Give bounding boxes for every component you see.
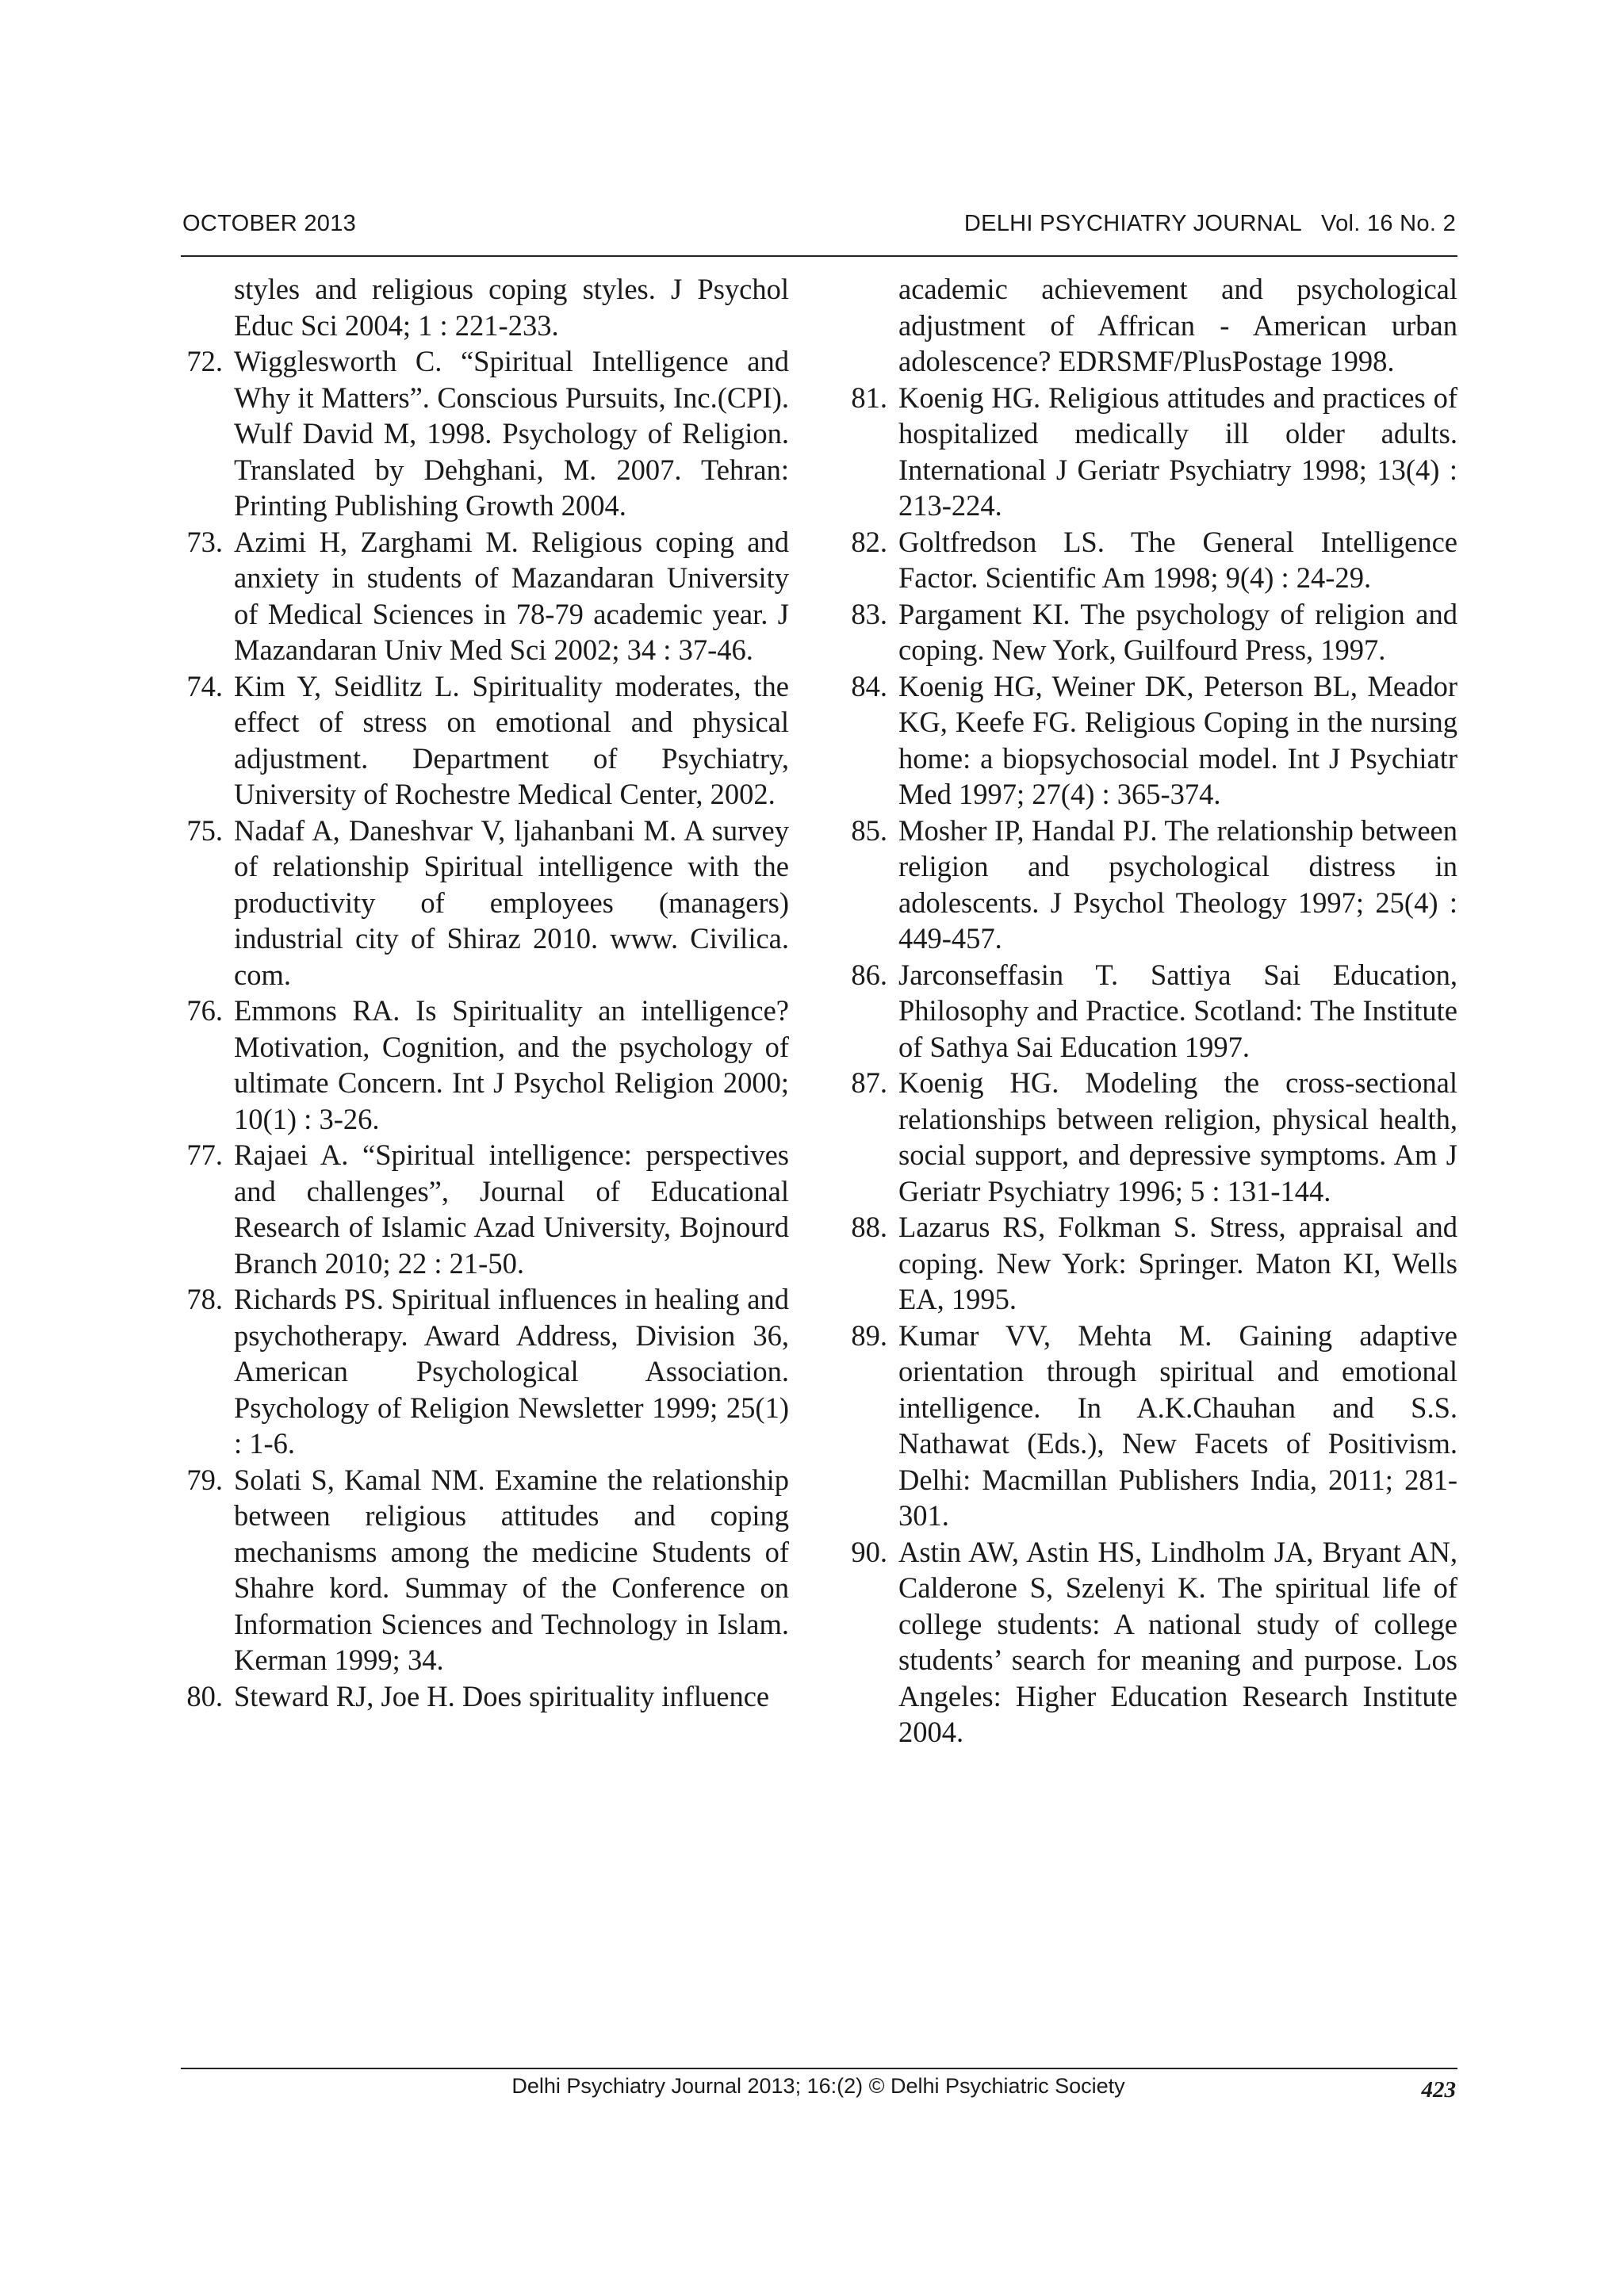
- reference-number: 84.: [851, 669, 887, 702]
- reference-text: Rajaei A. “Spiritual intelligence: perspectives and challenges”, Journal of Educational Research of Islamic Azad University, Bojnourd Branch 2010; 22 : 21-50.: [234, 1138, 789, 1280]
- page-footer: [181, 2074, 1456, 2109]
- references-right-column: [843, 271, 1457, 1751]
- reference-text: Steward RJ, Joe H. Does spirituality influence: [234, 1679, 770, 1712]
- reference-text: Kim Y, Seidlitz L. Spirituality moderates, the effect of stress on emotional and physical adjustment. Department of Psychiatry, University of Rochestre Medical Center, 2002.: [234, 669, 789, 810]
- footer-citation: Delhi Psychiatry Journal 2013; 16:(2) © Delhi Psychiatric Society: [511, 2074, 1125, 2098]
- reference-number: 74.: [186, 669, 223, 702]
- references-left-column: [178, 271, 789, 1714]
- reference-item: [178, 1678, 789, 1715]
- reference-number: 76.: [186, 994, 223, 1027]
- reference-number: 82.: [851, 525, 887, 558]
- reference-text: Azimi H, Zarghami M. Religious coping and anxiety in students of Mazandaran University of Medical Sciences in 78-79 academic year. J Mazandaran Univ Med Sci 2002; 34 : 37-46.: [234, 525, 789, 666]
- reference-number: 78.: [186, 1283, 223, 1315]
- reference-number: 72.: [186, 345, 223, 377]
- reference-item: [843, 813, 1457, 957]
- reference-text: Richards PS. Spiritual influences in healing and psychotherapy. Award Address, Division 36, American Psychological Association. Psychology of Religion Newsletter 1999; 25(1) : 1-6.: [234, 1283, 789, 1460]
- reference-item: [843, 271, 1457, 380]
- reference-item: [178, 993, 789, 1137]
- reference-item: [843, 1534, 1457, 1751]
- reference-number: 86.: [851, 958, 887, 991]
- reference-text: Jarconseffasin T. Sattiya Sai Education, Philosophy and Practice. Scotland: The Institute of Sathya Sai Education 1997.: [898, 958, 1457, 1063]
- reference-number: 83.: [851, 597, 887, 630]
- reference-number: 88.: [851, 1211, 887, 1243]
- reference-item: [843, 1209, 1457, 1318]
- reference-text: Pargament KI. The psychology of religion and coping. New York, Guilfourd Press, 1997.: [898, 597, 1457, 666]
- reference-text: Koenig HG. Religious attitudes and practices of hospitalized medically ill older adults. International J Geriatr Psychiatry 1998; 13(4) : 213-224.: [898, 381, 1457, 522]
- reference-item: [178, 271, 789, 343]
- reference-text: Emmons RA. Is Spirituality an intelligence? Motivation, Cognition, and the psychology of ultimate Concern. Int J Psychol Religion 2000; 10(1) : 3-26.: [234, 994, 789, 1135]
- reference-item: [178, 524, 789, 668]
- reference-text: Koenig HG. Modeling the cross-sectional relationships between religion, physical health, social support, and depressive symptoms. Am J Geriatr Psychiatry 1996; 5 : 131-144.: [898, 1066, 1457, 1207]
- reference-text: Wigglesworth C. “Spiritual Intelligence and Why it Matters”. Conscious Pursuits, Inc.(CPI). Wulf David M, 1998. Psychology of Religion. Translated by Dehghani, M. 2007. Tehran: Printing Publishing Growth 2004.: [234, 345, 789, 522]
- reference-text: Goltfredson LS. The General Intelligence Factor. Scientific Am 1998; 9(4) : 24-29.: [898, 525, 1457, 594]
- reference-item: [843, 957, 1457, 1066]
- reference-number: 85.: [851, 813, 887, 847]
- footer-divider: [181, 2068, 1457, 2069]
- reference-number: 75.: [186, 813, 223, 847]
- reference-number: 73.: [186, 525, 223, 558]
- reference-item: [843, 668, 1457, 813]
- reference-text: Solati S, Kamal NM. Examine the relationship between religious attitudes and coping mechanisms among the medicine Students of Shahre kord. Summay of the Conference on Information Sciences and Technology in Islam. Kerman 1999; 34.: [234, 1463, 789, 1676]
- reference-item: [843, 1065, 1457, 1209]
- page-number: 423: [1421, 2077, 1456, 2103]
- reference-text: Mosher IP, Handal PJ. The relationship between religion and psychological distress in adolescents. J Psychol Theology 1997; 25(4) : 449-457.: [898, 813, 1457, 955]
- reference-number: 79.: [186, 1463, 223, 1496]
- reference-number: 81.: [851, 381, 887, 414]
- reference-number: 80.: [186, 1679, 223, 1712]
- reference-item: [178, 1137, 789, 1281]
- reference-item: [178, 813, 789, 993]
- reference-item: [843, 524, 1457, 596]
- reference-number: 90.: [851, 1535, 887, 1568]
- reference-item: [843, 1318, 1457, 1534]
- reference-text: Nadaf A, Daneshvar V, ljahanbani M. A survey of relationship Spiritual intelligence with the productivity of employees (managers) industrial city of Shiraz 2010. www. Civilica. com.: [234, 813, 789, 991]
- reference-item: [178, 668, 789, 813]
- reference-text: academic achievement and psychological adjustment of Affrican - American urban adolescence? EDRSMF/PlusPostage 1998.: [898, 273, 1457, 377]
- header-divider: [181, 255, 1457, 257]
- reference-item: [178, 1281, 789, 1462]
- reference-number: 89.: [851, 1318, 887, 1352]
- reference-text: Koenig HG, Weiner DK, Peterson BL, Meador KG, Keefe FG. Religious Coping in the nursing home: a biopsychosocial model. Int J Psychiatr Med 1997; 27(4) : 365-374.: [898, 669, 1457, 810]
- reference-item: [843, 596, 1457, 668]
- reference-text: Astin AW, Astin HS, Lindholm JA, Bryant AN, Calderone S, Szelenyi K. The spiritual life of college students: A national study of college students’ search for meaning and purpose. Los Angeles: Higher Education Research Institute 2004.: [898, 1535, 1457, 1748]
- reference-item: [178, 343, 789, 524]
- reference-number: 77.: [186, 1138, 223, 1171]
- reference-item: [178, 1462, 789, 1678]
- header-date: OCTOBER 2013: [182, 211, 357, 236]
- reference-text: Kumar VV, Mehta M. Gaining adaptive orientation through spiritual and emotional intelligence. In A.K.Chauhan and S.S. Nathawat (Eds.), New Facets of Positivism. Delhi: Macmillan Publishers India, 2011; 281-301.: [898, 1318, 1457, 1532]
- reference-item: [843, 380, 1457, 524]
- page-header: [182, 211, 1456, 243]
- reference-number: 87.: [851, 1066, 887, 1099]
- reference-text: styles and religious coping styles. J Psychol Educ Sci 2004; 1 : 221-233.: [234, 273, 789, 342]
- reference-text: Lazarus RS, Folkman S. Stress, appraisal and coping. New York: Springer. Maton KI, Wells EA, 1995.: [898, 1211, 1457, 1315]
- header-journal: DELHI PSYCHIATRY JOURNAL Vol. 16 No. 2: [963, 211, 1456, 236]
